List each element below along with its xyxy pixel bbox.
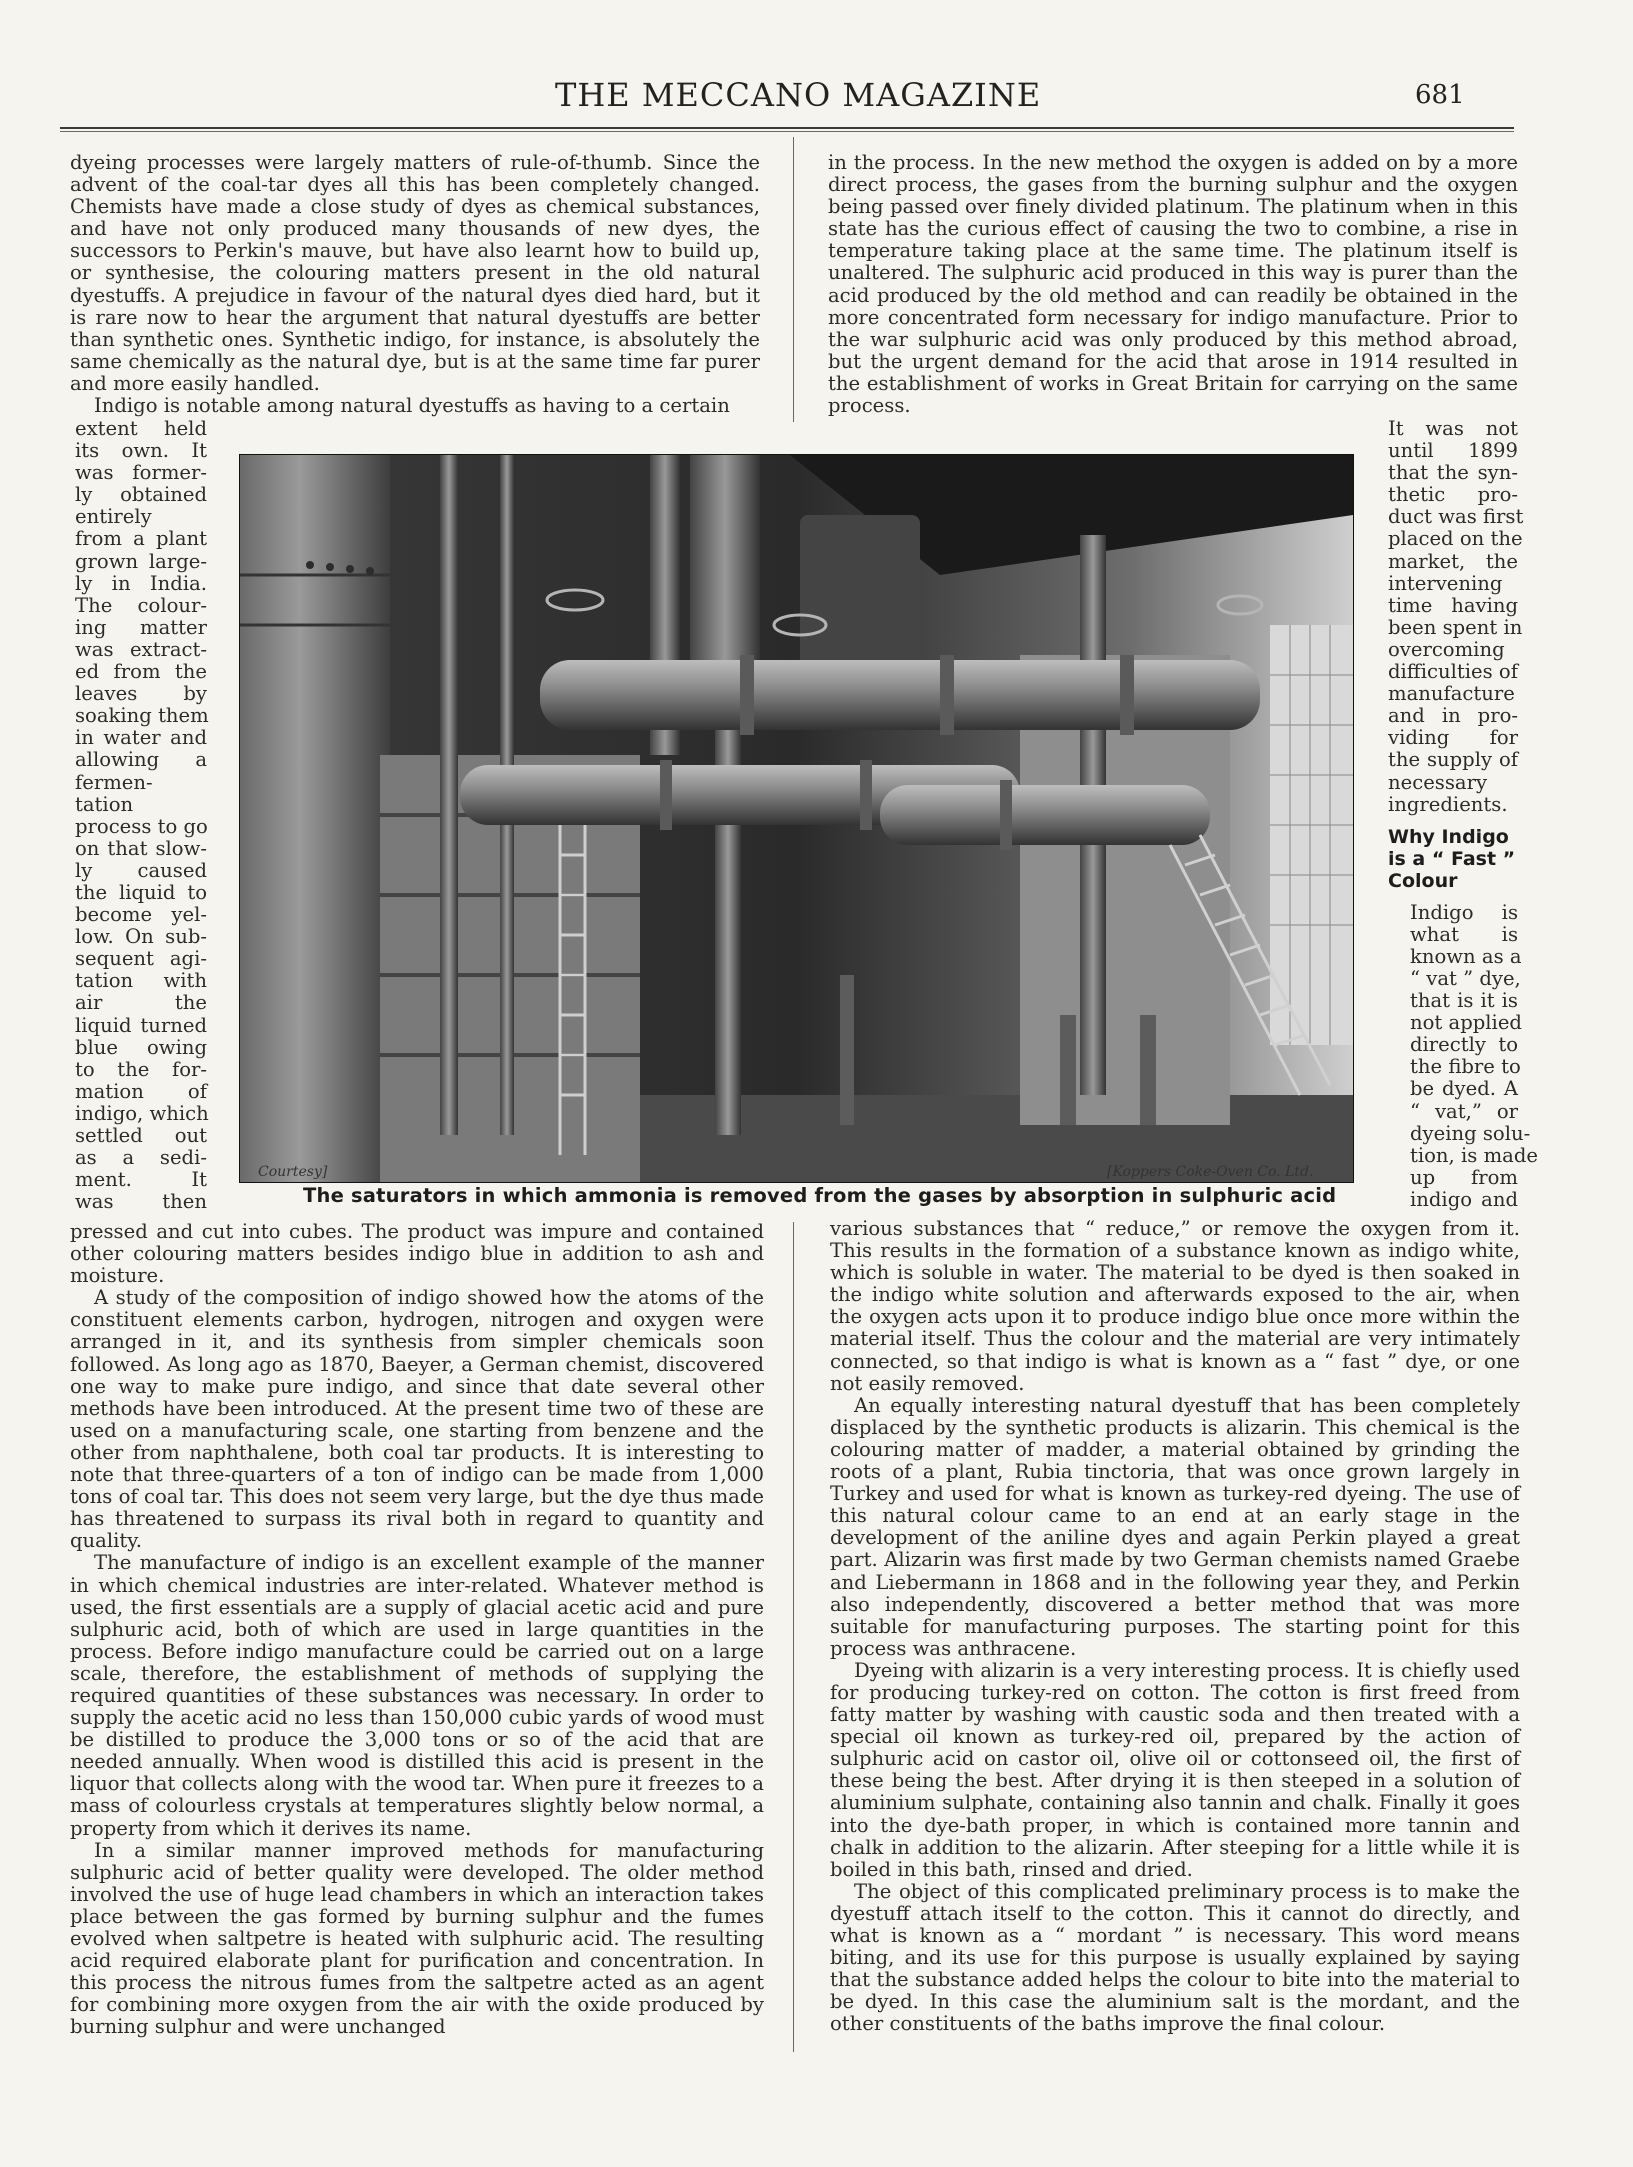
text-line: leaves by: [75, 682, 207, 706]
paragraph: Dyeing with alizarin is a very interesting process. It is chiefly used for producing turkey-red on cotton. The cotton is first freed from fatty matter by washing with caustic soda and then treated with a special oil known as turkey-red oil, prepared by the action of sulphuric acid on castor oil, olive oil or cottonseed oil, the first of these being the best. After drying it is then steeped in a solution of aluminium sulphate, containing also tannin and chalk. Finally it goes into the dye-bath proper, in which is contained more tannin and chalk in addition to the alizarin. After steeping for a little while it is boiled in this bath, rinsed and dried.: [830, 1658, 1520, 1881]
subheading-line: Why Indigo: [1388, 825, 1509, 848]
text-line: not applied: [1410, 1011, 1522, 1035]
text-line: viding for: [1388, 726, 1518, 750]
text-line: intervening: [1388, 571, 1503, 595]
text-line: the supply of: [1388, 748, 1518, 772]
text-line: indigo and: [1410, 1187, 1518, 1211]
left-narrow-column: [75, 418, 207, 1213]
subheading-line: Colour: [1388, 869, 1458, 892]
paragraph: various substances that “ reduce,” or remove the oxygen from it. This results in the formation of a substance known as indigo white, which is soluble in water. The material to be dyed is then soaked in the indigo white solution and afterwards exposed to the air, when the oxygen acts upon it to produce indigo blue once more within the material itself. Thus the colour and the material are very intimately connected, so that indigo is what is known as a “ fast ” dye, or one not easily removed.: [830, 1217, 1520, 1395]
text-line: the liquid to: [75, 880, 207, 904]
text-line: tation: [75, 792, 134, 816]
photo-caption: The saturators in which ammonia is removed from the gases by absorption in sulphuric acid: [303, 1184, 1337, 1207]
subheading: [1388, 826, 1518, 892]
text-line: grown large-: [75, 549, 207, 573]
text-line: low. On sub-: [75, 925, 207, 949]
factory-photo: [239, 454, 1354, 1183]
paragraph: The object of this complicated preliminary process is to make the dyestuff attach itself to the cotton. This it cannot do directly, and what is known as a “ mordant ” is necessary. This word means biting, and its use for this purpose is usually explained by saying that the substance added helps the colour to bite into the material to be dyed. In this case the aluminium salt is the mordant, and the other constituents of the baths improve the final colour.: [830, 1879, 1520, 2036]
text-line: was extract-: [75, 637, 207, 661]
text-line: as a sedi-: [75, 1146, 207, 1170]
text-line: thetic pro-: [1388, 483, 1518, 507]
text-line: ed from the: [75, 660, 207, 684]
text-line: entirely: [75, 505, 152, 529]
text-line: air the: [75, 991, 207, 1015]
text-line: directly to: [1410, 1033, 1518, 1057]
text-line: allowing a: [75, 748, 207, 772]
subheading-line: is a “ Fast ”: [1388, 847, 1516, 870]
left-column-bottom-text: [70, 1221, 764, 2038]
left-column-top-text: [70, 152, 760, 417]
column-rule-top: [793, 137, 794, 422]
right-column-top-text: [828, 152, 1518, 417]
text-line: Indigo is: [1410, 900, 1518, 924]
text-line: that is it is: [1410, 989, 1518, 1013]
text-line: “ vat ” dye,: [1410, 966, 1521, 990]
text-line: until 1899: [1388, 439, 1518, 463]
paragraph: in the process. In the new method the oxygen is added on by a more direct process, the gases from the burning sulphur and the oxygen being passed over finely divided platinum. The platinum when in this state has the curious effect of causing the two to combine, a rise in temperature taking place at the same time. The platinum itself is unaltered. The sulphuric acid produced in this way is purer than the acid produced by the old method and can readily be obtained in the more concentrated form necessary for indigo manufacture. Prior to the war sulphuric acid was only produced by this method abroad, but the urgent demand for the acid that arose in 1914 resulted in the establishment of works in Great Britain for carrying on the same process.: [828, 151, 1518, 418]
right-column-bottom-text: [830, 1218, 1520, 2035]
paragraph: Indigo is notable among natural dyestuffs as having to a certain: [94, 394, 730, 418]
text-line: time having: [1388, 593, 1518, 617]
text-line: manufacture: [1388, 682, 1515, 706]
photo-credit-left: Courtesy]: [258, 1164, 328, 1180]
paragraph: dyeing processes were largely matters of rule-of-thumb. Since the advent of the coal-tar dyes all this has been completely changed. Chemists have made a close study of dyes as chemical substances, and have not only produced many thousands of new dyes, the successors to Perkin's mauve, but have also learnt how to build up, or synthesise, the colouring matters present in the old natural dyestuffs. A prejudice in favour of the natural dyes died hard, but it is rare now to hear the argument that natural dyestuffs are better than synthetic ones. Synthetic indigo, for instance, is absolutely the same chemically as the natural dye, but is at the same time far purer and more easily handled.: [70, 151, 760, 395]
text-line: process to go: [75, 814, 208, 838]
paragraph: A study of the composition of indigo showed how the atoms of the constituent elements carbon, hydrogen, nitrogen and oxygen were arranged in it, and its synthesis from simpler chemicals soon followed. As long ago as 1870, Baeyer, a German chemist, discovered one way to make pure indigo, and since that date several other methods have been introduced. At the present time two of these are used on a manufacturing scale, one starting from benzene and the other from naphthalene, both coal tar products. It is interesting to note that three-quarters of a ton of indigo can be made from 1,000 tons of coal tar. This does not seem very large, but the dye thus made has threatened to surpass its rival both in regard to quantity and quality.: [70, 1286, 764, 1553]
header-rule: [60, 127, 1514, 129]
text-line: be dyed. A: [1410, 1077, 1518, 1101]
text-line: what is: [1410, 922, 1518, 946]
text-line: tion, is made: [1410, 1143, 1538, 1167]
text-line: sequent agi-: [75, 947, 207, 971]
text-line: ing matter: [75, 615, 207, 639]
text-line: necessary: [1388, 770, 1488, 794]
text-line: the fibre to: [1410, 1055, 1521, 1079]
text-line: placed on the: [1388, 527, 1523, 551]
column-rule-bottom: [793, 1222, 794, 2052]
paragraph: In a similar manner improved methods for manufacturing sulphuric acid of better quality were developed. The older method involved the use of huge lead chambers in which an interaction takes place between the gas formed by burning sulphur and the fumes evolved when saltpetre is heated with sulphuric acid. The resulting acid required elaborate plant for purification and concentration. In this process the nitrous fumes from the saltpetre acted as an agent for combining more oxygen from the air with the oxide produced by burning sulphur and were unchanged: [70, 1838, 764, 2039]
text-line: and in pro-: [1388, 704, 1518, 728]
text-line: was then: [75, 1190, 207, 1214]
right-narrow-column: [1388, 417, 1538, 1211]
text-line: overcoming: [1388, 637, 1505, 661]
text-line: fermen-: [75, 770, 153, 794]
right-narrow-text-2: [1388, 900, 1538, 1211]
text-line: was former-: [75, 461, 207, 485]
header-rule-thin: [60, 131, 1514, 132]
text-line: from a plant: [75, 527, 207, 551]
saturators-photo-illustration: [240, 455, 1353, 1182]
text-line: ly caused: [75, 858, 207, 882]
text-line: liquid turned: [75, 1013, 207, 1037]
text-line: its own. It: [75, 439, 207, 463]
text-line: difficulties of: [1388, 660, 1518, 684]
text-line: that the syn-: [1388, 461, 1518, 485]
text-line: to the for-: [75, 1057, 207, 1081]
magazine-title: THE MECCANO MAGAZINE: [555, 76, 1042, 114]
text-line: settled out: [75, 1124, 207, 1147]
text-line: become yel-: [75, 903, 207, 927]
paragraph: The manufacture of indigo is an excellent example of the manner in which chemical industries are inter-related. Whatever method is used, the first essentials are a supply of glacial acetic acid and pure sulphuric acid, both of which are used in large quantities in the process. Before indigo manufacture could be carried out on a large scale, therefore, the establishment of methods of supplying the required quantities of these substances was necessary. In order to supply the acetic acid no less than 150,000 cubic yards of wood must be distilled to produce the 3,000 tons or so of the acid that are needed annually. When wood is distilled this acid is present in the liquor that collects along with the wood tar. When pure it freezes to a mass of colourless crystals at temperatures slightly below normal, a property from which it derives its name.: [70, 1551, 764, 1840]
text-line: soaking them: [75, 704, 209, 728]
text-line: market, the: [1388, 549, 1518, 573]
text-line: extent held: [75, 417, 207, 440]
text-line: ly in India.: [75, 571, 207, 595]
page-number: 681: [1415, 80, 1465, 110]
paragraph: pressed and cut into cubes. The product was impure and contained other colouring matters besides indigo blue in addition to ash and moisture.: [70, 1220, 764, 1288]
right-narrow-text-1: [1388, 417, 1524, 816]
text-line: duct was first: [1388, 505, 1524, 529]
text-line: It was not: [1388, 417, 1518, 440]
paragraph: An equally interesting natural dyestuff that has been completely displaced by the synthetic products is alizarin. This chemical is the colouring matter of madder, a material obtained by grinding the roots of a plant, Rubia tinctoria, that was once grown largely in Turkey and used for what is known as turkey-red dyeing. The use of this natural colour came to an end at an early stage in the development of the aniline dyes and again Perkin played a great part. Alizarin was first made by two German chemists named Graebe and Liebermann in 1868 and in the following year they, and Perkin also independently, discovered a better method that was more suitable for manufacturing purposes. The starting point for this process was anthracene.: [830, 1393, 1520, 1660]
text-line: mation of: [75, 1079, 207, 1103]
text-line: blue owing: [75, 1035, 207, 1059]
text-line: dyeing solu-: [1410, 1121, 1531, 1145]
text-line: tation with: [75, 969, 207, 993]
text-line: known as a: [1410, 944, 1522, 968]
text-line: indigo, which: [75, 1101, 209, 1125]
text-line: “ vat,” or: [1410, 1099, 1518, 1123]
photo-credit-right: [Koppers Coke-Oven Co. Ltd.: [1107, 1164, 1314, 1180]
text-line: been spent in: [1388, 615, 1523, 639]
text-line: The colour-: [75, 593, 207, 617]
text-line: up from: [1410, 1165, 1518, 1189]
text-line: ment. It: [75, 1168, 207, 1192]
text-line: ingredients.: [1388, 792, 1508, 816]
text-line: on that slow-: [75, 836, 207, 860]
text-line: in water and: [75, 726, 207, 750]
text-line: ly obtained: [75, 483, 207, 507]
